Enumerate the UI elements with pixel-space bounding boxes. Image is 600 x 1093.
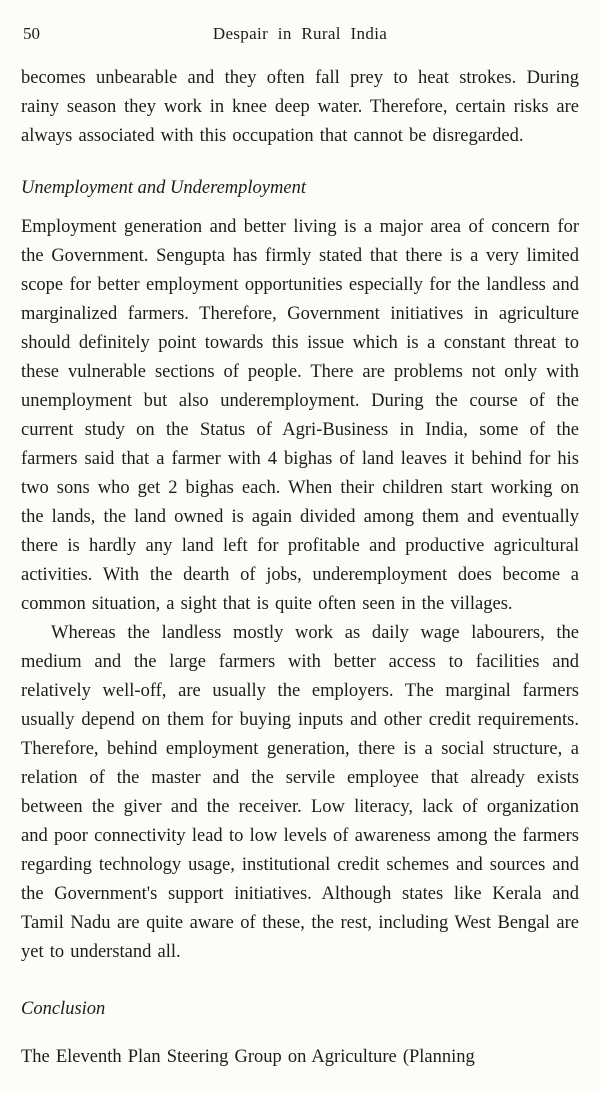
section-heading-conclusion: Conclusion xyxy=(21,999,106,1019)
page-body xyxy=(21,64,579,1072)
paragraph-landless-labourers: Whereas the landless mostly work as daily wage labourers, the medium and the large farmers with better access to facilities and relatively well-off, are usually the employers. The marginal farmers usually depend on them for buying inputs and other credit requirements. Therefore, behind employment generation, there is a social structure, a relation of the master and the servile employee that already exists between the giver and the receiver. Low literacy, lack of organization and poor connectivity lead to low levels of awareness among the farmers regarding technology usage, institutional credit schemes and sources and the Government's support initiatives. Although states like Kerala and Tamil Nadu are quite aware of these, the rest, including West Bengal are yet to understand all. xyxy=(21,623,579,962)
paragraph-employment-generation: Employment generation and better living is a major area of concern for the Government. Sengupta has firmly stated that there is a very limited scope for better employment opportunities especially for the landless and marginalized farmers. Therefore, Government initiatives in agriculture should definitely point towards this issue which is a constant threat to these vulnerable sections of people. There are problems not only with unemployment but also underemployment. During the course of the current study on the Status of Agri-Business in India, some of the farmers said that a farmer with 4 bighas of land leaves it behind for his two sons who get 2 bighas each. When their children start working on the lands, the land owned is again divided among them and eventually there is hardly any land left for profitable and productive agricultural activities. With the dearth of jobs, underemployment does become a common situation, a sight that is quite often seen in the villages. xyxy=(21,217,579,614)
paragraph-heat-strokes: becomes unbearable and they often fall prey to heat strokes. During rainy season they work in knee deep water. Therefore, certain risks are always associated with this occupation that cannot be disregarded. xyxy=(21,68,579,146)
paragraph-eleventh-plan: The Eleventh Plan Steering Group on Agriculture (Planning xyxy=(21,1047,475,1067)
section-heading-unemployment: Unemployment and Underemployment xyxy=(21,178,306,198)
page-number: 50 xyxy=(23,24,40,43)
running-title: Despair in Rural India xyxy=(212,24,388,43)
page-header xyxy=(21,24,579,50)
